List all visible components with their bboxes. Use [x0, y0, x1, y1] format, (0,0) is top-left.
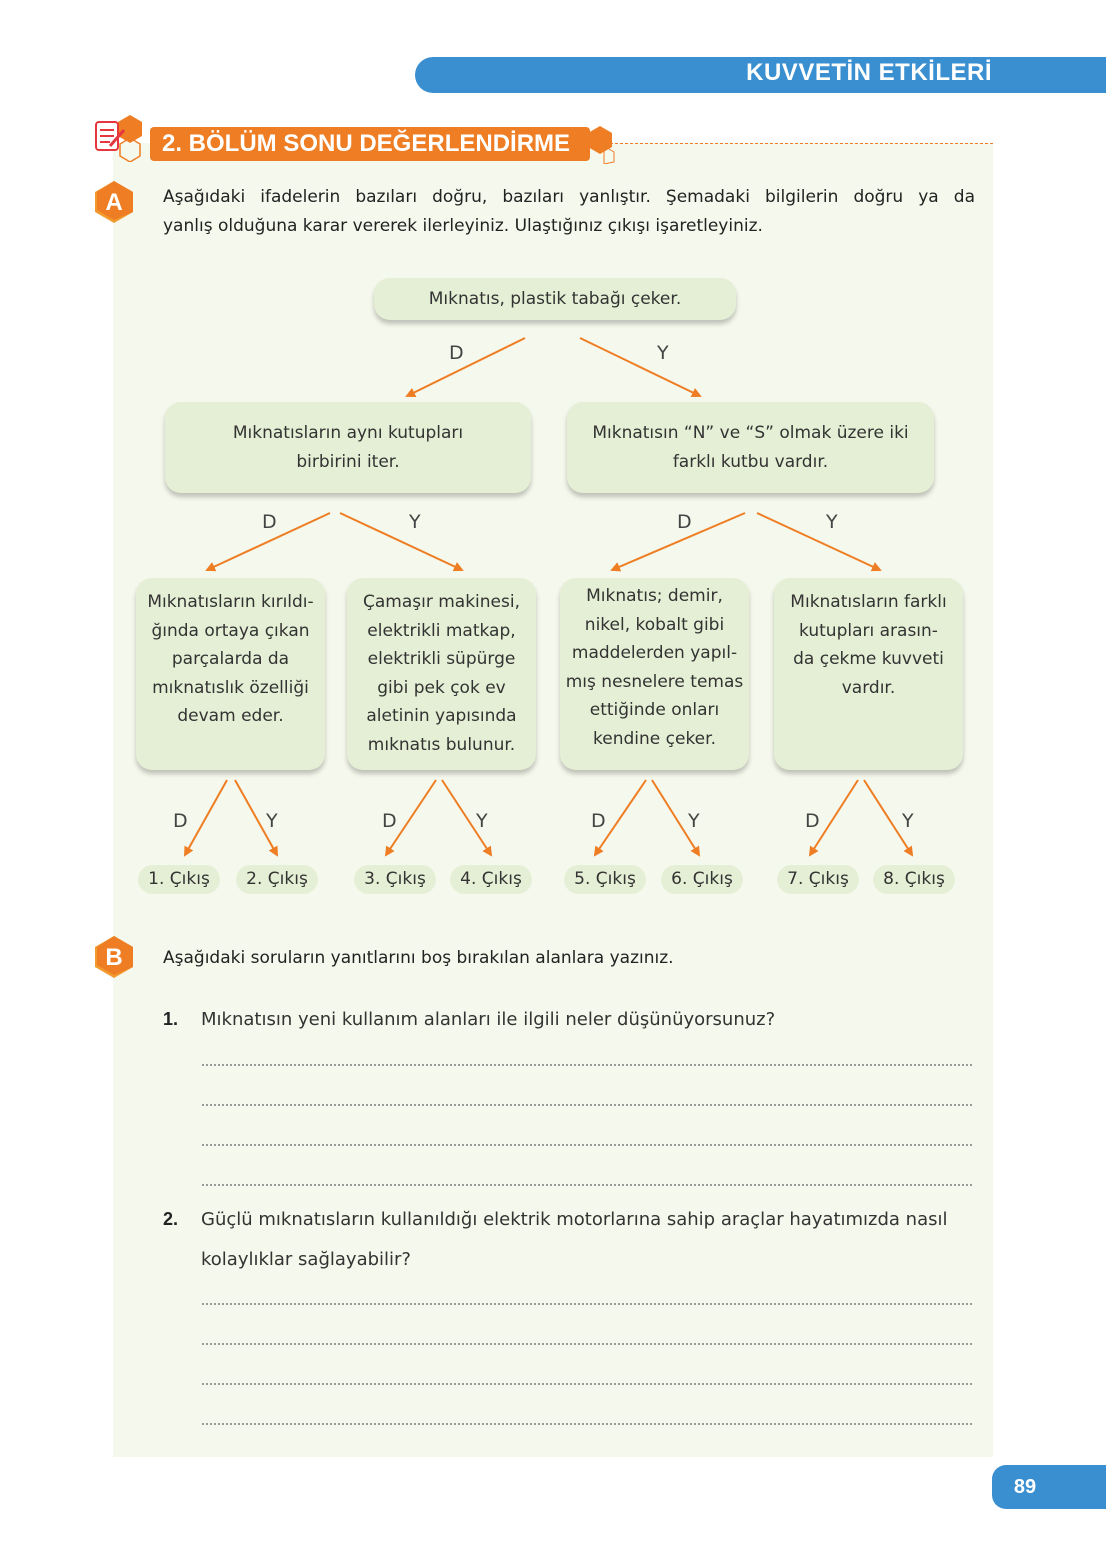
flow-level1-box-left: Mıknatısların aynı kutupları birbirini iter. [165, 402, 531, 493]
flow-root-box [374, 278, 736, 320]
exit-6[interactable]: 6. Çıkış [661, 865, 743, 894]
chapter-title: KUVVETİN ETKİLERİ [746, 59, 992, 86]
flow-leaf-box-2: Çamaşır makinesi, elektrikli matkap, elektrikli süpürge gibi pek çok ev aletinin yapısında mıknatıs bulunur. [347, 578, 536, 770]
false-label: Y [688, 810, 700, 832]
answer-line[interactable] [202, 1184, 972, 1186]
true-label: D [591, 810, 606, 832]
true-label: D [382, 810, 397, 832]
answer-line[interactable] [202, 1423, 972, 1425]
question-1-number: 1. [163, 1009, 179, 1029]
exit-2[interactable]: 2. Çıkış [236, 865, 318, 894]
exit-1[interactable]: 1. Çıkış [138, 865, 220, 894]
arrow-leaf1-d [185, 780, 227, 855]
flow-leaf-box-1: Mıknatısların kırıldı- ğında ortaya çıkan parçalarda da mıknatıslık özelliği devam eder. [136, 578, 325, 770]
false-label: Y [476, 810, 488, 832]
exit-3[interactable]: 3. Çıkış [354, 865, 436, 894]
answer-line[interactable] [202, 1383, 972, 1385]
part-a-letter: A [105, 189, 123, 216]
answer-line[interactable] [202, 1104, 972, 1106]
true-label: D [262, 511, 277, 533]
part-b-instruction: Aşağıdaki soruların yanıtlarını boş bırakılan alanlara yazınız. [163, 948, 674, 968]
section-title: 2. BÖLÜM SONU DEĞERLENDİRME [150, 127, 590, 161]
arrow-root-y [580, 338, 700, 396]
false-label: Y [826, 511, 838, 533]
arrow-l1a-y [340, 513, 462, 570]
arrow-root-d [407, 338, 525, 396]
part-b-badge [92, 935, 136, 979]
answer-line[interactable] [202, 1343, 972, 1345]
part-a-instruction-line1: Aşağıdaki ifadelerin bazıları doğru, bazıları yanlıştır. Şemadaki bilgilerin doğru ya da [163, 187, 975, 207]
part-a-instruction-line2: yanlış olduğuna karar vererek ilerleyiniz. Ulaştığınız çıkışı işaretleyiniz. [163, 216, 763, 236]
flow-leaf-box-3: Mıknatıs; demir, nikel, kobalt gibi maddelerden yapıl- mış nesnelere temas ettiğinde onları kendine çeker. [560, 578, 749, 770]
exit-7[interactable]: 7. Çıkış [777, 865, 859, 894]
answer-line[interactable] [202, 1064, 972, 1066]
false-label: Y [266, 810, 278, 832]
answer-line[interactable] [202, 1144, 972, 1146]
false-label: Y [409, 511, 421, 533]
question-2-number: 2. [163, 1209, 179, 1229]
flow-root-text: Mıknatıs, plastik tabağı çeker. [428, 288, 682, 309]
true-label: D [805, 810, 820, 832]
exit-5[interactable]: 5. Çıkış [564, 865, 646, 894]
flow-level1-box-right: Mıknatısın “N” ve “S” olmak üzere iki farklı kutbu vardır. [567, 402, 934, 493]
question-2-text-line1: Güçlü mıknatısların kullanıldığı elektrik motorlarına sahip araçlar hayatımızda nasıl [201, 1209, 948, 1230]
part-b-letter: B [105, 944, 123, 971]
false-label: Y [902, 810, 914, 832]
arrow-l1b-y [757, 513, 880, 570]
flow-leaf-box-4: Mıknatısların farklı kutupları arasın- da çekme kuvveti vardır. [774, 578, 963, 770]
false-label: Y [657, 342, 669, 364]
exit-4[interactable]: 4. Çıkış [450, 865, 532, 894]
question-1-text: Mıknatısın yeni kullanım alanları ile ilgili neler düşünüyorsunuz? [201, 1009, 776, 1030]
page-number: 89 [1013, 1476, 1037, 1498]
answer-line[interactable] [202, 1303, 972, 1305]
question-2-text-line2: kolaylıklar sağlayabilir? [201, 1249, 411, 1270]
true-label: D [449, 342, 464, 364]
true-label: D [677, 511, 692, 533]
true-label: D [173, 810, 188, 832]
exit-8[interactable]: 8. Çıkış [873, 865, 955, 894]
